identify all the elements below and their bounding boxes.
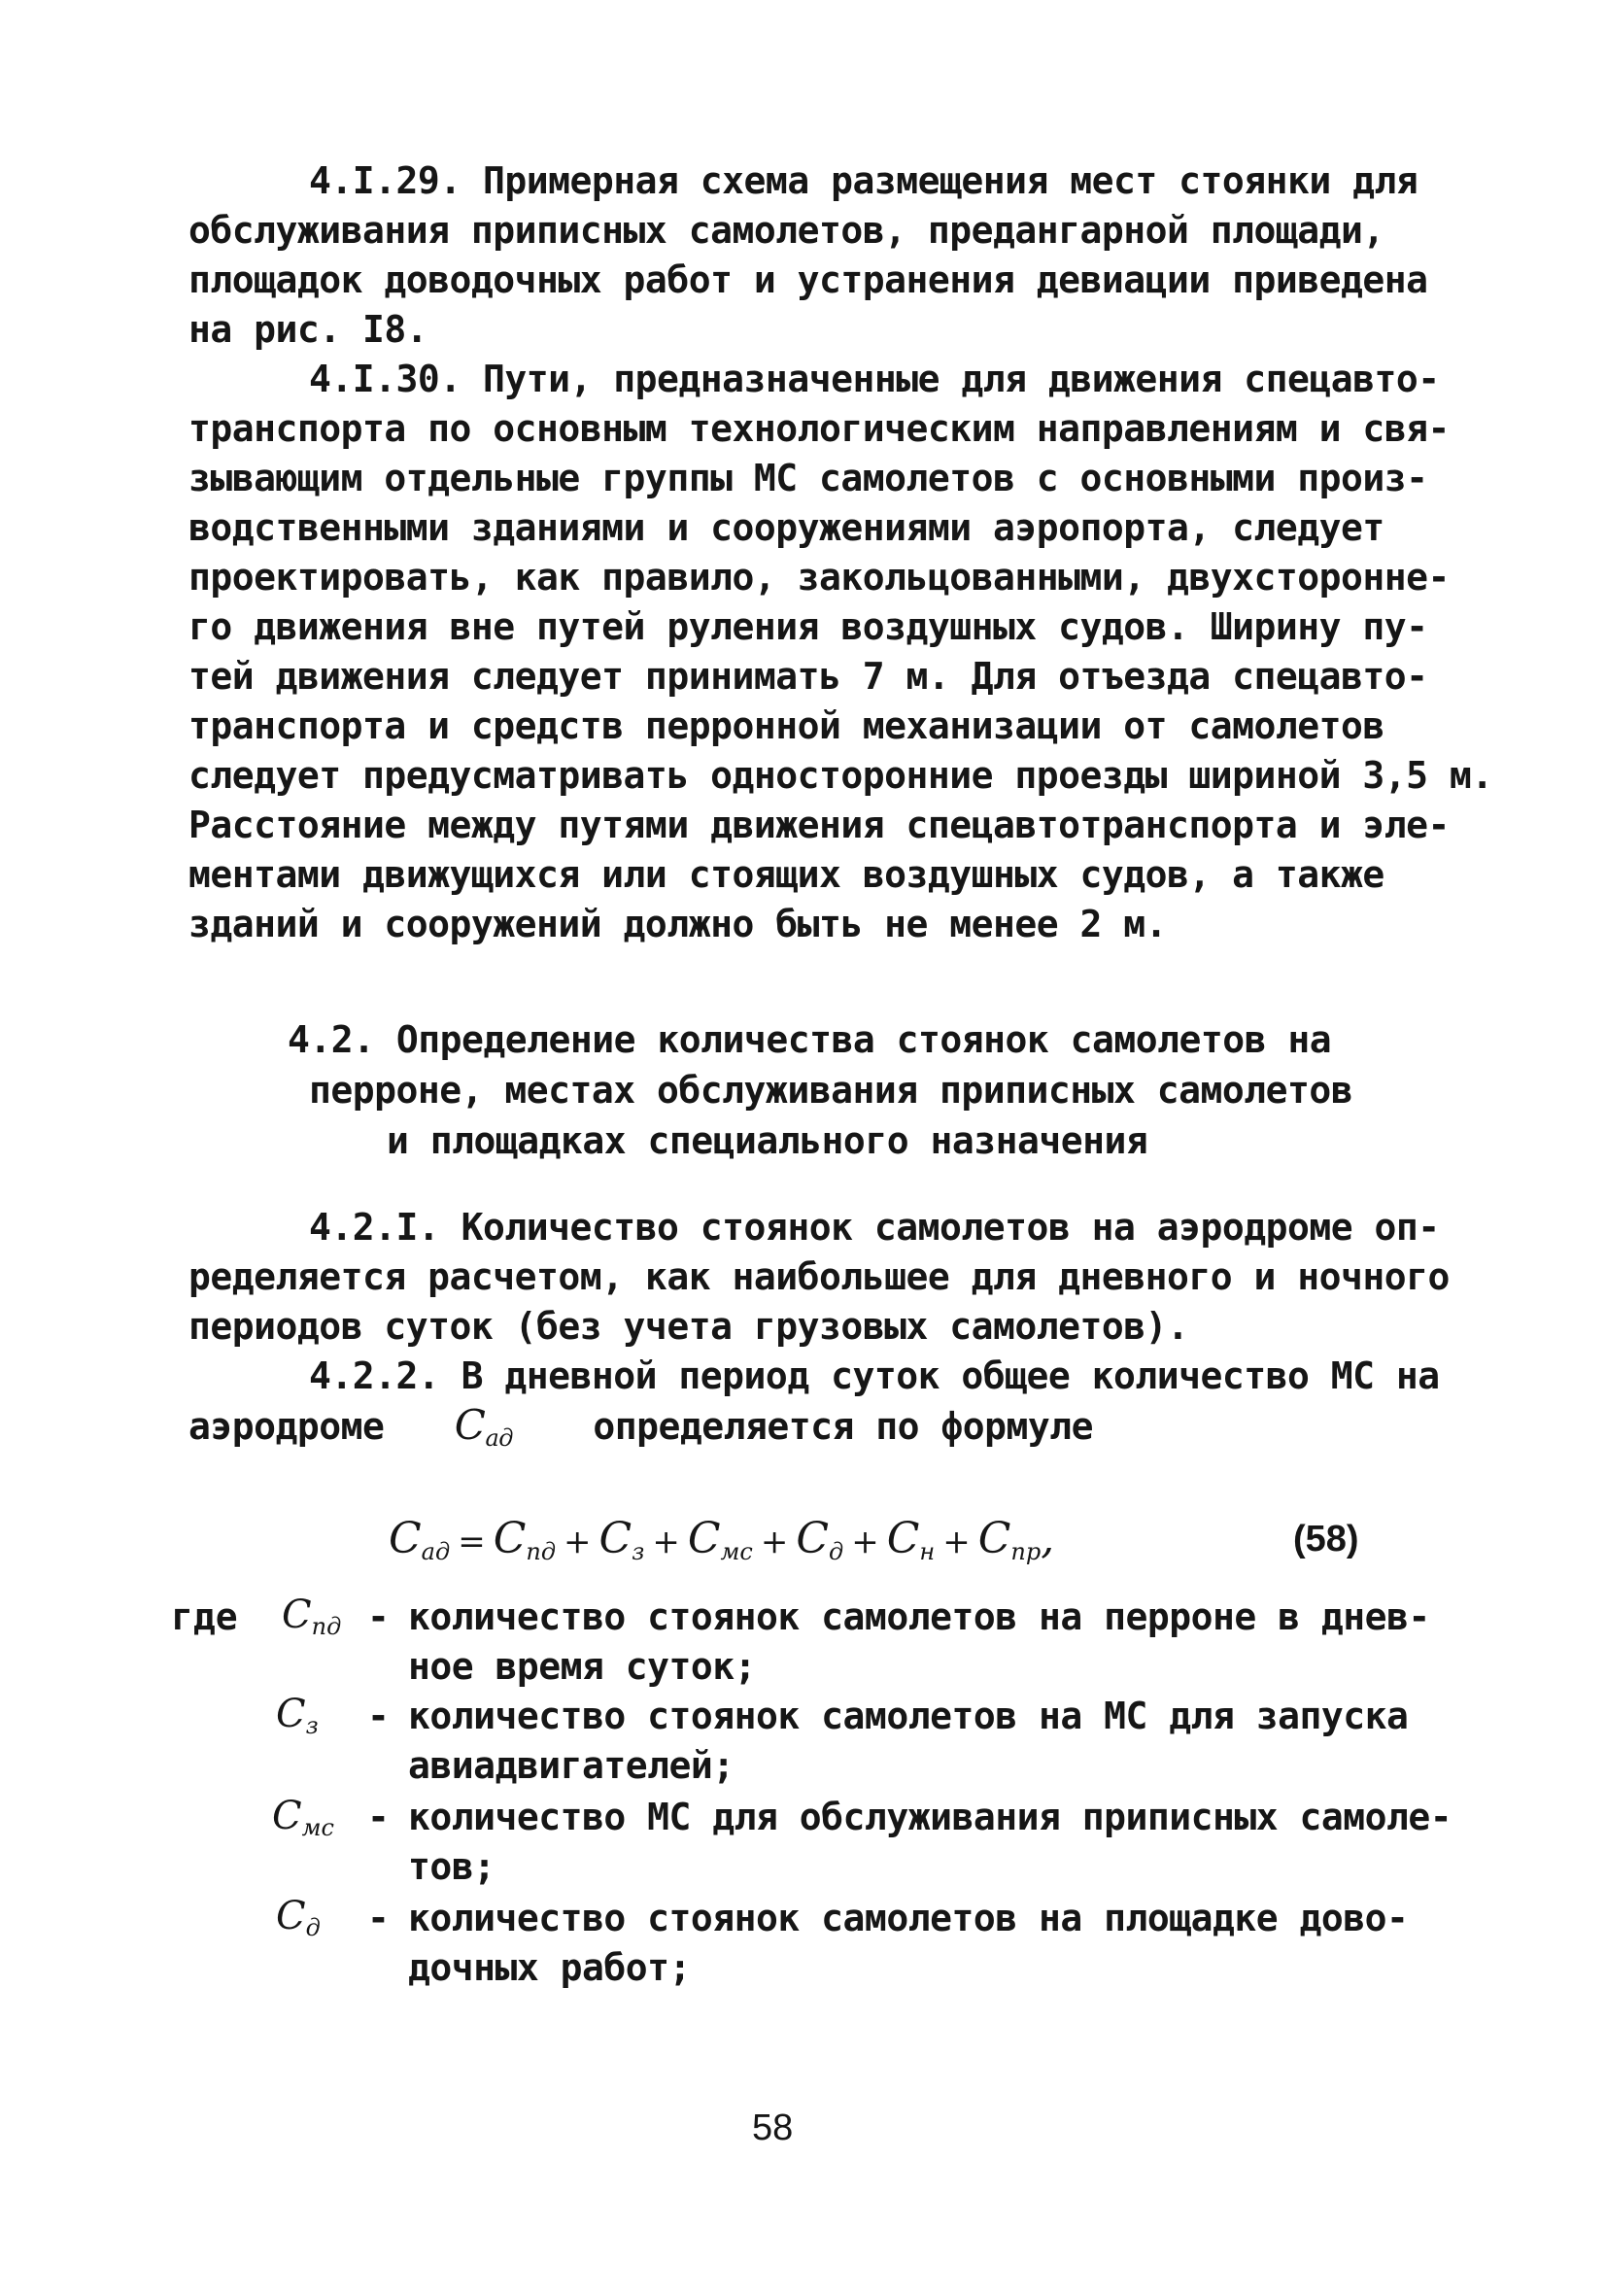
text-line: 4.I.30. Пути, предназначенные для движения спецавто- bbox=[309, 358, 1440, 400]
formula-term: $C_{мс}$ bbox=[687, 1514, 753, 1565]
formula-term: $C_{пд}$ bbox=[493, 1514, 557, 1565]
text-line bbox=[188, 1402, 1093, 1461]
text-line: обслуживания приписных самолетов, предангарной площади, bbox=[188, 209, 1384, 252]
formula-term: $C_д$ bbox=[796, 1514, 844, 1565]
definition-dash: - bbox=[367, 1897, 390, 1939]
text-line: площадок доводочных работ и устранения девиации приведена bbox=[188, 258, 1428, 301]
section-heading: перроне, местах обслуживания приписных самолетов bbox=[309, 1069, 1353, 1112]
formula-lhs: $C_{ад}$ bbox=[389, 1514, 451, 1565]
definition-symbol: $C_д$ bbox=[276, 1894, 321, 1941]
formula-term: $C_{пр}$ bbox=[977, 1514, 1042, 1565]
page-number: 58 bbox=[752, 2108, 794, 2148]
text-line: Расстояние между путями движения спецавтотранспорта и эле- bbox=[188, 804, 1450, 846]
text-line: зывающим отдельные группы МС самолетов с основными произ- bbox=[188, 457, 1428, 499]
text-line: ментами движущихся или стоящих воздушных судов, а также bbox=[188, 853, 1384, 896]
definition-dash: - bbox=[367, 1796, 390, 1838]
section-heading: и площадках специального назначения bbox=[387, 1119, 1148, 1162]
equation-number: (58) bbox=[1293, 1519, 1359, 1559]
definition-line: ное время суток; bbox=[408, 1645, 757, 1688]
definition-line: количество стоянок самолетов на МС для запуска bbox=[408, 1695, 1409, 1737]
formula-term: $C_н$ bbox=[886, 1514, 936, 1565]
definition-dash: - bbox=[367, 1595, 390, 1638]
formula-term: $C_з$ bbox=[598, 1514, 645, 1565]
text-line: проектировать, как правило, закольцованными, двухстороннe- bbox=[188, 556, 1450, 599]
definition-dash: - bbox=[367, 1695, 390, 1737]
text-line: ределяется расчетом, как наибольшее для дневного и ночного bbox=[188, 1255, 1450, 1298]
text-line: на рис. I8. bbox=[188, 308, 428, 351]
text-line: 4.2.2. В дневной период суток общее количество МС на bbox=[309, 1354, 1440, 1397]
definition-line: количество стоянок самолетов на площадке дово- bbox=[408, 1897, 1409, 1939]
definition-line: тов; bbox=[408, 1845, 495, 1888]
definition-line: количество МС для обслуживания приписных самоле- bbox=[408, 1796, 1452, 1838]
text-line: 4.2.I. Количество стоянок самолетов на аэродроме оп- bbox=[309, 1206, 1440, 1249]
inline-symbol: $C_{ад}$ bbox=[454, 1401, 513, 1452]
text-line: тей движения следует принимать 7 м. Для отъезда спецавто- bbox=[188, 655, 1428, 698]
definition-line: количество стоянок самолетов на перроне в днев- bbox=[408, 1595, 1430, 1638]
definition-symbol: $C_з$ bbox=[276, 1692, 319, 1739]
text-line: 4.I.29. Примерная схема размещения мест стоянки для bbox=[309, 159, 1418, 202]
text-fragment: аэродроме bbox=[188, 1405, 385, 1448]
definition-symbol: $C_{мс}$ bbox=[272, 1794, 334, 1841]
text-fragment: определяется по формуле bbox=[593, 1405, 1094, 1448]
text-line: периодов суток (без учета грузовых самолетов). bbox=[188, 1305, 1189, 1348]
text-line: водственными зданиями и сооружениями аэропорта, следует bbox=[188, 506, 1384, 549]
definition-symbol: $C_{пд}$ bbox=[282, 1593, 342, 1640]
text-line: зданий и сооружений должно быть не менее 2 м. bbox=[188, 903, 1168, 945]
text-line: следует предусматривать односторонние проезды шириной 3,5 м. bbox=[188, 754, 1493, 797]
text-line: транспорта по основным технологическим направлениям и свя- bbox=[188, 407, 1450, 450]
text-line: транспорта и средств перронной механизации от самолетов bbox=[188, 704, 1384, 747]
section-heading: 4.2. Определение количества стоянок самолетов на bbox=[288, 1018, 1332, 1061]
definition-line: дочных работ; bbox=[408, 1946, 691, 1989]
definition-line: авиадвигателей; bbox=[408, 1744, 735, 1787]
formula-58: $C_{ад} = C_{пд} + C_з + C_{мс} + C_д + C_н + C_{пр}$, bbox=[389, 1514, 1055, 1565]
where-word: где bbox=[171, 1595, 238, 1638]
text-line: го движения вне путей руления воздушных судов. Ширину пу- bbox=[188, 605, 1428, 648]
